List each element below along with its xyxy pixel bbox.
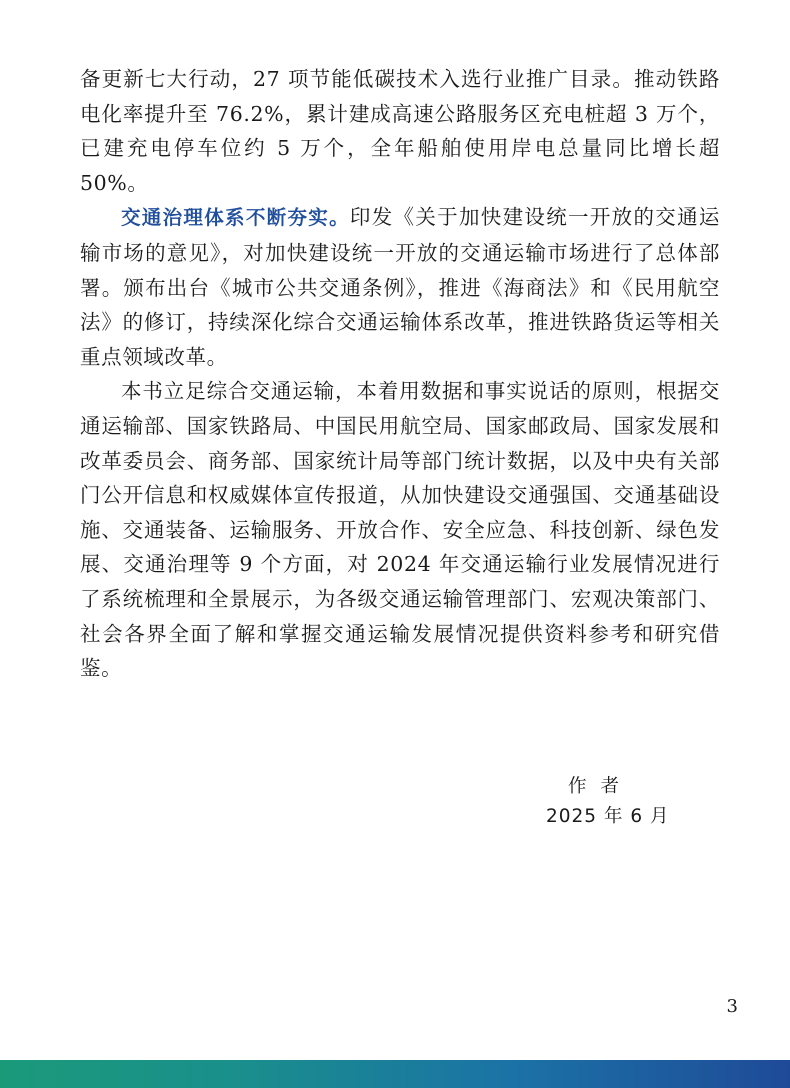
signature-author: 作者 bbox=[568, 776, 634, 797]
signature-block bbox=[520, 772, 680, 832]
paragraph-continuation: 备更新七大行动，27 项节能低碳技术入选行业推广目录。推动铁路电化率提升至 76.2%，累计建成高速公路服务区充电桩超 3 万个，已建充电停车位约 5 万个，全年船舶使用岸电总量同比增长超 50%。 bbox=[80, 67, 720, 195]
paragraph-governance bbox=[80, 200, 720, 374]
inline-heading: 交通治理体系不断夯实。 bbox=[121, 206, 350, 230]
body-text bbox=[80, 62, 720, 686]
paragraph-about-book: 本书立足综合交通运输，本着用数据和事实说话的原则，根据交通运输部、国家铁路局、中国民用航空局、国家邮政局、国家发展和改革委员会、商务部、国家统计局等部门统计数据，以及中央有关部门公开信息和权威媒体宣传报道，从加快建设交通强国、交通基础设施、交通装备、运输服务、开放合作、安全应急、科技创新、绿色发展、交通治理等 9 个方面，对 2024 年交通运输行业发展情况进行了系统梳理和全景展示，为各级交通运输管理部门、宏观决策部门、社会各界全面了解和掌握交通运输发展情况提供资料参考和研究借鉴。 bbox=[80, 379, 720, 681]
footer-gradient-band bbox=[0, 1060, 790, 1088]
paragraph-governance-body: 印发《关于加快建设统一开放的交通运输市场的意见》，对加快建设统一开放的交通运输市场进行了总体部署。颁布出台《城市公共交通条例》，推进《海商法》和《民用航空法》的修订，持续深化综合交通运输体系改革，推进铁路货运等相关重点领域改革。 bbox=[80, 205, 720, 369]
page-number: 3 bbox=[726, 996, 738, 1017]
signature-date: 2025 年 6 月 bbox=[546, 806, 670, 827]
